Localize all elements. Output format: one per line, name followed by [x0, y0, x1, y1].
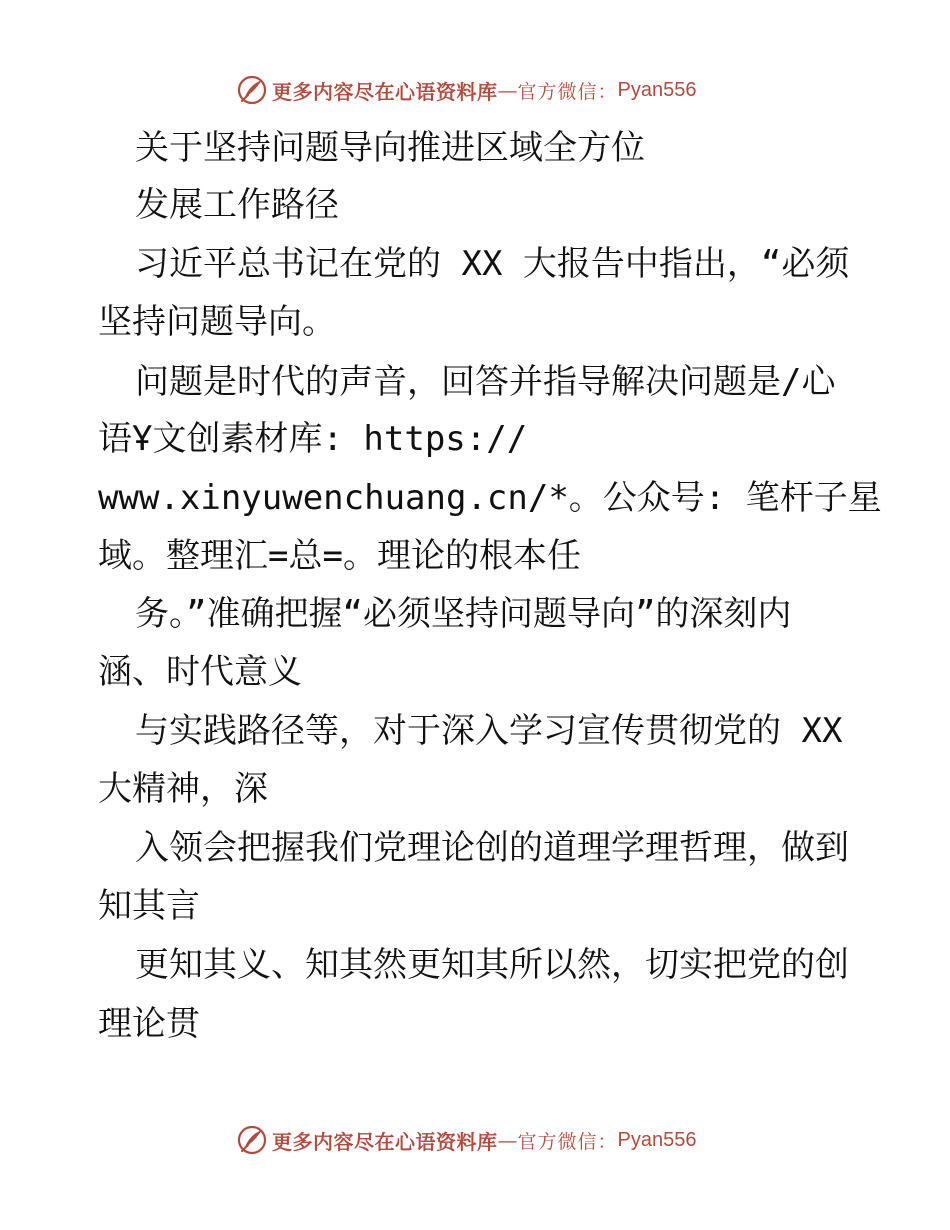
quill-logo-icon [236, 1124, 268, 1156]
paragraph-line: 语Ұ文创素材库: https:// [98, 419, 528, 459]
banner-separator: — [497, 1128, 518, 1152]
doc-title-line-2: 发展工作路径 [135, 185, 339, 225]
banner-wechat-label: 官方微信： [517, 80, 618, 103]
paragraph-line: 更知其义、知其然更知其所以然，切实把党的创 [135, 945, 849, 985]
paragraph-line: 理论贯 [98, 1004, 200, 1044]
paragraph-line: 与实践路径等，对于深入学习宣传贯彻党的 XX [135, 711, 843, 751]
banner-wechat-label: 官方微信： [517, 1130, 618, 1153]
paragraph-line: 坚持问题导向。 [98, 302, 336, 342]
banner-wechat-account: Pyan556 [617, 78, 697, 101]
paragraph-line: 域。整理汇=总=。理论的根本任 [98, 536, 581, 576]
banner-main-text: 更多内容尽在心语资料库 [272, 1129, 498, 1154]
banner-wechat-account: Pyan556 [617, 1128, 697, 1151]
paragraph-line: 习近平总书记在党的 XX 大报告中指出，“必须 [135, 244, 850, 284]
banner-main-text: 更多内容尽在心语资料库 [272, 79, 498, 104]
paragraph-line: 务。”准确把握“必须坚持问题导向”的深刻内 [135, 594, 792, 634]
paragraph-line: www.xinyuwenchuang.cn/*。公众号: 笔杆子星 [98, 478, 882, 518]
paragraph-line: 入领会把握我们党理论创的道理学理哲理，做到 [135, 828, 849, 868]
doc-title-line-1: 关于坚持问题导向推进区域全方位 [135, 128, 645, 168]
paragraph-line: 问题是时代的声音，回答并指导解决问题是/心 [135, 362, 836, 402]
quill-logo-icon [236, 74, 268, 106]
paragraph-line: 涵、时代意义 [98, 652, 302, 692]
paragraph-line: 大精神，深 [98, 769, 268, 809]
footer-watermark [236, 1122, 696, 1158]
banner-separator: — [497, 78, 518, 102]
header-watermark [236, 72, 696, 108]
paragraph-line: 知其言 [98, 886, 200, 926]
